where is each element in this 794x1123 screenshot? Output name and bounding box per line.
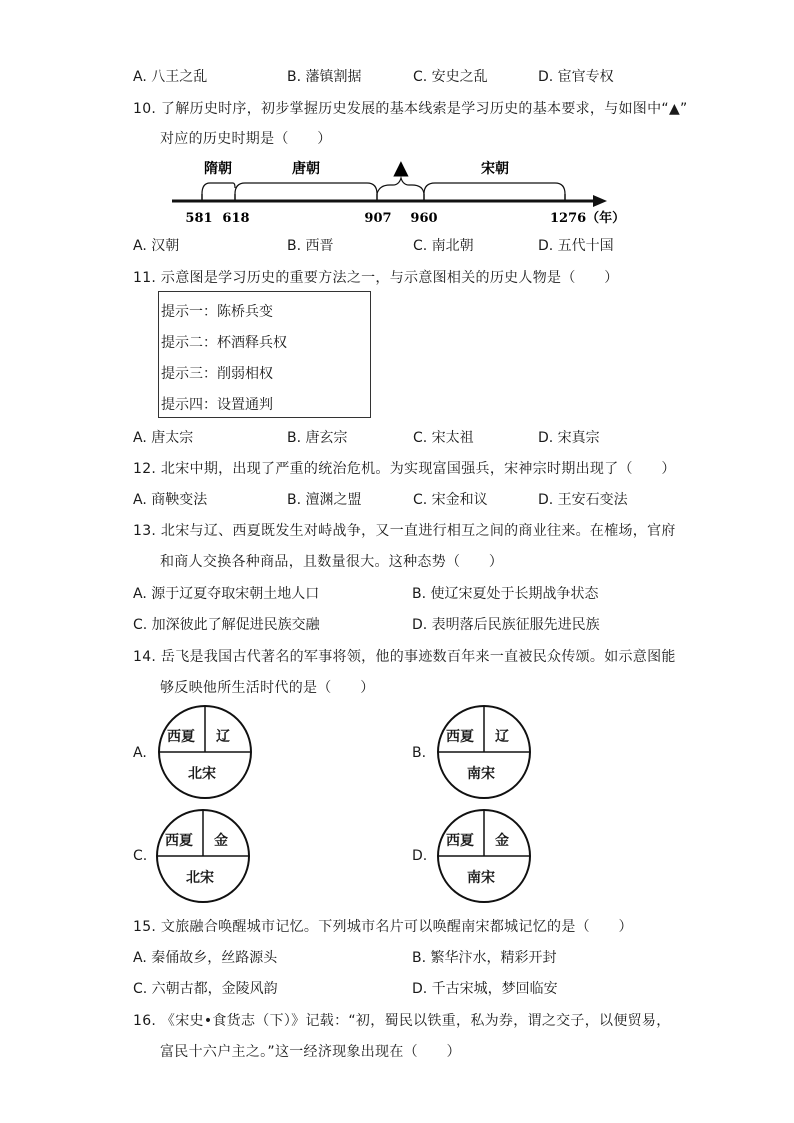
q14-option-d-letter: D. xyxy=(412,848,428,864)
q15-stem: 15. 文旅融合唤醒城市记忆。下列城市名片可以唤醒南宋都城记忆的是（ ） xyxy=(133,919,633,935)
q12-option-c: C. 宋金和议 xyxy=(413,492,488,508)
q14-option-c-diagram xyxy=(155,808,251,904)
q9-option-a: A. 八王之乱 xyxy=(133,69,208,85)
q14-option-b-diagram xyxy=(436,704,532,800)
timeline-year-907: 907 xyxy=(364,211,392,226)
q14-option-a-letter: A. xyxy=(133,745,147,761)
q14-option-d-diagram xyxy=(436,808,532,904)
q12-option-b: B. 澶渊之盟 xyxy=(287,492,362,508)
q11-hint-4: 提示四：设置通判 xyxy=(161,397,273,413)
timeline-year-581: 581 xyxy=(185,211,213,226)
q16-stem-line2: 富民十六户主之。”这一经济现象出现在（ ） xyxy=(160,1044,461,1060)
q14-a-topleft: 西夏 xyxy=(167,729,195,745)
q9-option-c: C. 安史之乱 xyxy=(413,69,488,85)
q14-d-topleft: 西夏 xyxy=(446,833,474,849)
q15-option-a: A. 秦俑故乡，丝路源头 xyxy=(133,950,278,966)
q15-option-d: D. 千古宋城，梦回临安 xyxy=(412,981,558,997)
q10-timeline xyxy=(165,150,630,230)
q11-option-a: A. 唐太宗 xyxy=(133,430,194,446)
q11-hint-2: 提示二：杯酒释兵权 xyxy=(161,335,287,351)
q11-option-b: B. 唐玄宗 xyxy=(287,430,348,446)
timeline-year-960: 960 xyxy=(410,211,438,226)
q14-b-topright: 辽 xyxy=(495,729,509,745)
q12-option-a: A. 商鞅变法 xyxy=(133,492,208,508)
q14-option-c-letter: C. xyxy=(133,848,148,864)
q14-option-b-letter: B. xyxy=(412,745,427,761)
q14-c-topleft: 西夏 xyxy=(165,833,193,849)
timeline-label-tang: 唐朝 xyxy=(292,161,320,177)
q11-hint-box xyxy=(158,291,371,418)
q10-stem-line1: 10. 了解历史时序，初步掌握历史发展的基本线索是学习历史的基本要求，与如图中“▲” xyxy=(133,101,688,117)
q10-option-b: B. 西晋 xyxy=(287,238,334,254)
q9-option-b: B. 藩镇割据 xyxy=(287,69,362,85)
timeline-label-song: 宋朝 xyxy=(481,161,509,177)
q14-option-a-diagram xyxy=(157,704,253,800)
q14-c-topright: 金 xyxy=(214,833,228,849)
timeline-marker: ▲ xyxy=(393,155,409,179)
q15-option-b: B. 繁华汴水，精彩开封 xyxy=(412,950,557,966)
q10-stem-line2: 对应的历史时期是（ ） xyxy=(160,131,332,147)
q14-b-topleft: 西夏 xyxy=(446,729,474,745)
timeline-year-1276: 1276（年） xyxy=(550,211,626,226)
q15-option-c: C. 六朝古都，金陵风韵 xyxy=(133,981,278,997)
q13-option-b: B. 使辽宋夏处于长期战争状态 xyxy=(412,586,599,602)
q12-stem: 12. 北宋中期，出现了严重的统治危机。为实现富国强兵，宋神宗时期出现了（ ） xyxy=(133,461,676,477)
q13-option-c: C. 加深彼此了解促进民族交融 xyxy=(133,617,320,633)
q12-option-d: D. 王安石变法 xyxy=(538,492,628,508)
q11-stem: 11. 示意图是学习历史的重要方法之一，与示意图相关的历史人物是（ ） xyxy=(133,270,619,286)
q10-option-a: A. 汉朝 xyxy=(133,238,180,254)
timeline-year-618: 618 xyxy=(222,211,250,226)
q13-stem-line1: 13. 北宋与辽、西夏既发生对峙战争，又一直进行相互之间的商业往来。在榷场，官府 xyxy=(133,523,676,539)
q14-stem-line2: 够反映他所生活时代的是（ ） xyxy=(160,680,375,696)
q14-d-topright: 金 xyxy=(495,833,509,849)
q14-stem-line1: 14. 岳飞是我国古代著名的军事将领，他的事迹数百年来一直被民众传颂。如示意图能 xyxy=(133,649,676,665)
q11-hint-1: 提示一：陈桥兵变 xyxy=(161,304,273,320)
q11-option-d: D. 宋真宗 xyxy=(538,430,600,446)
q14-d-bottom: 南宋 xyxy=(467,870,495,886)
q11-hint-3: 提示三：削弱相权 xyxy=(161,366,273,382)
q13-option-d: D. 表明落后民族征服先进民族 xyxy=(412,617,600,633)
q10-option-d: D. 五代十国 xyxy=(538,238,614,254)
q10-option-c: C. 南北朝 xyxy=(413,238,474,254)
q14-a-topright: 辽 xyxy=(216,729,230,745)
q13-stem-line2: 和商人交换各种商品，且数量很大。这种态势（ ） xyxy=(160,554,504,570)
q16-stem-line1: 16. 《宋史•食货志（下）》记载：“初，蜀民以铁重，私为券，谓之交子，以便贸易， xyxy=(133,1013,671,1029)
q9-option-d: D. 宦官专权 xyxy=(538,69,614,85)
timeline-label-sui: 隋朝 xyxy=(204,161,232,177)
q14-b-bottom: 南宋 xyxy=(467,766,495,782)
q14-c-bottom: 北宋 xyxy=(186,870,214,886)
q11-option-c: C. 宋太祖 xyxy=(413,430,474,446)
q13-option-a: A. 源于辽夏夺取宋朝土地人口 xyxy=(133,586,320,602)
q14-a-bottom: 北宋 xyxy=(188,766,216,782)
